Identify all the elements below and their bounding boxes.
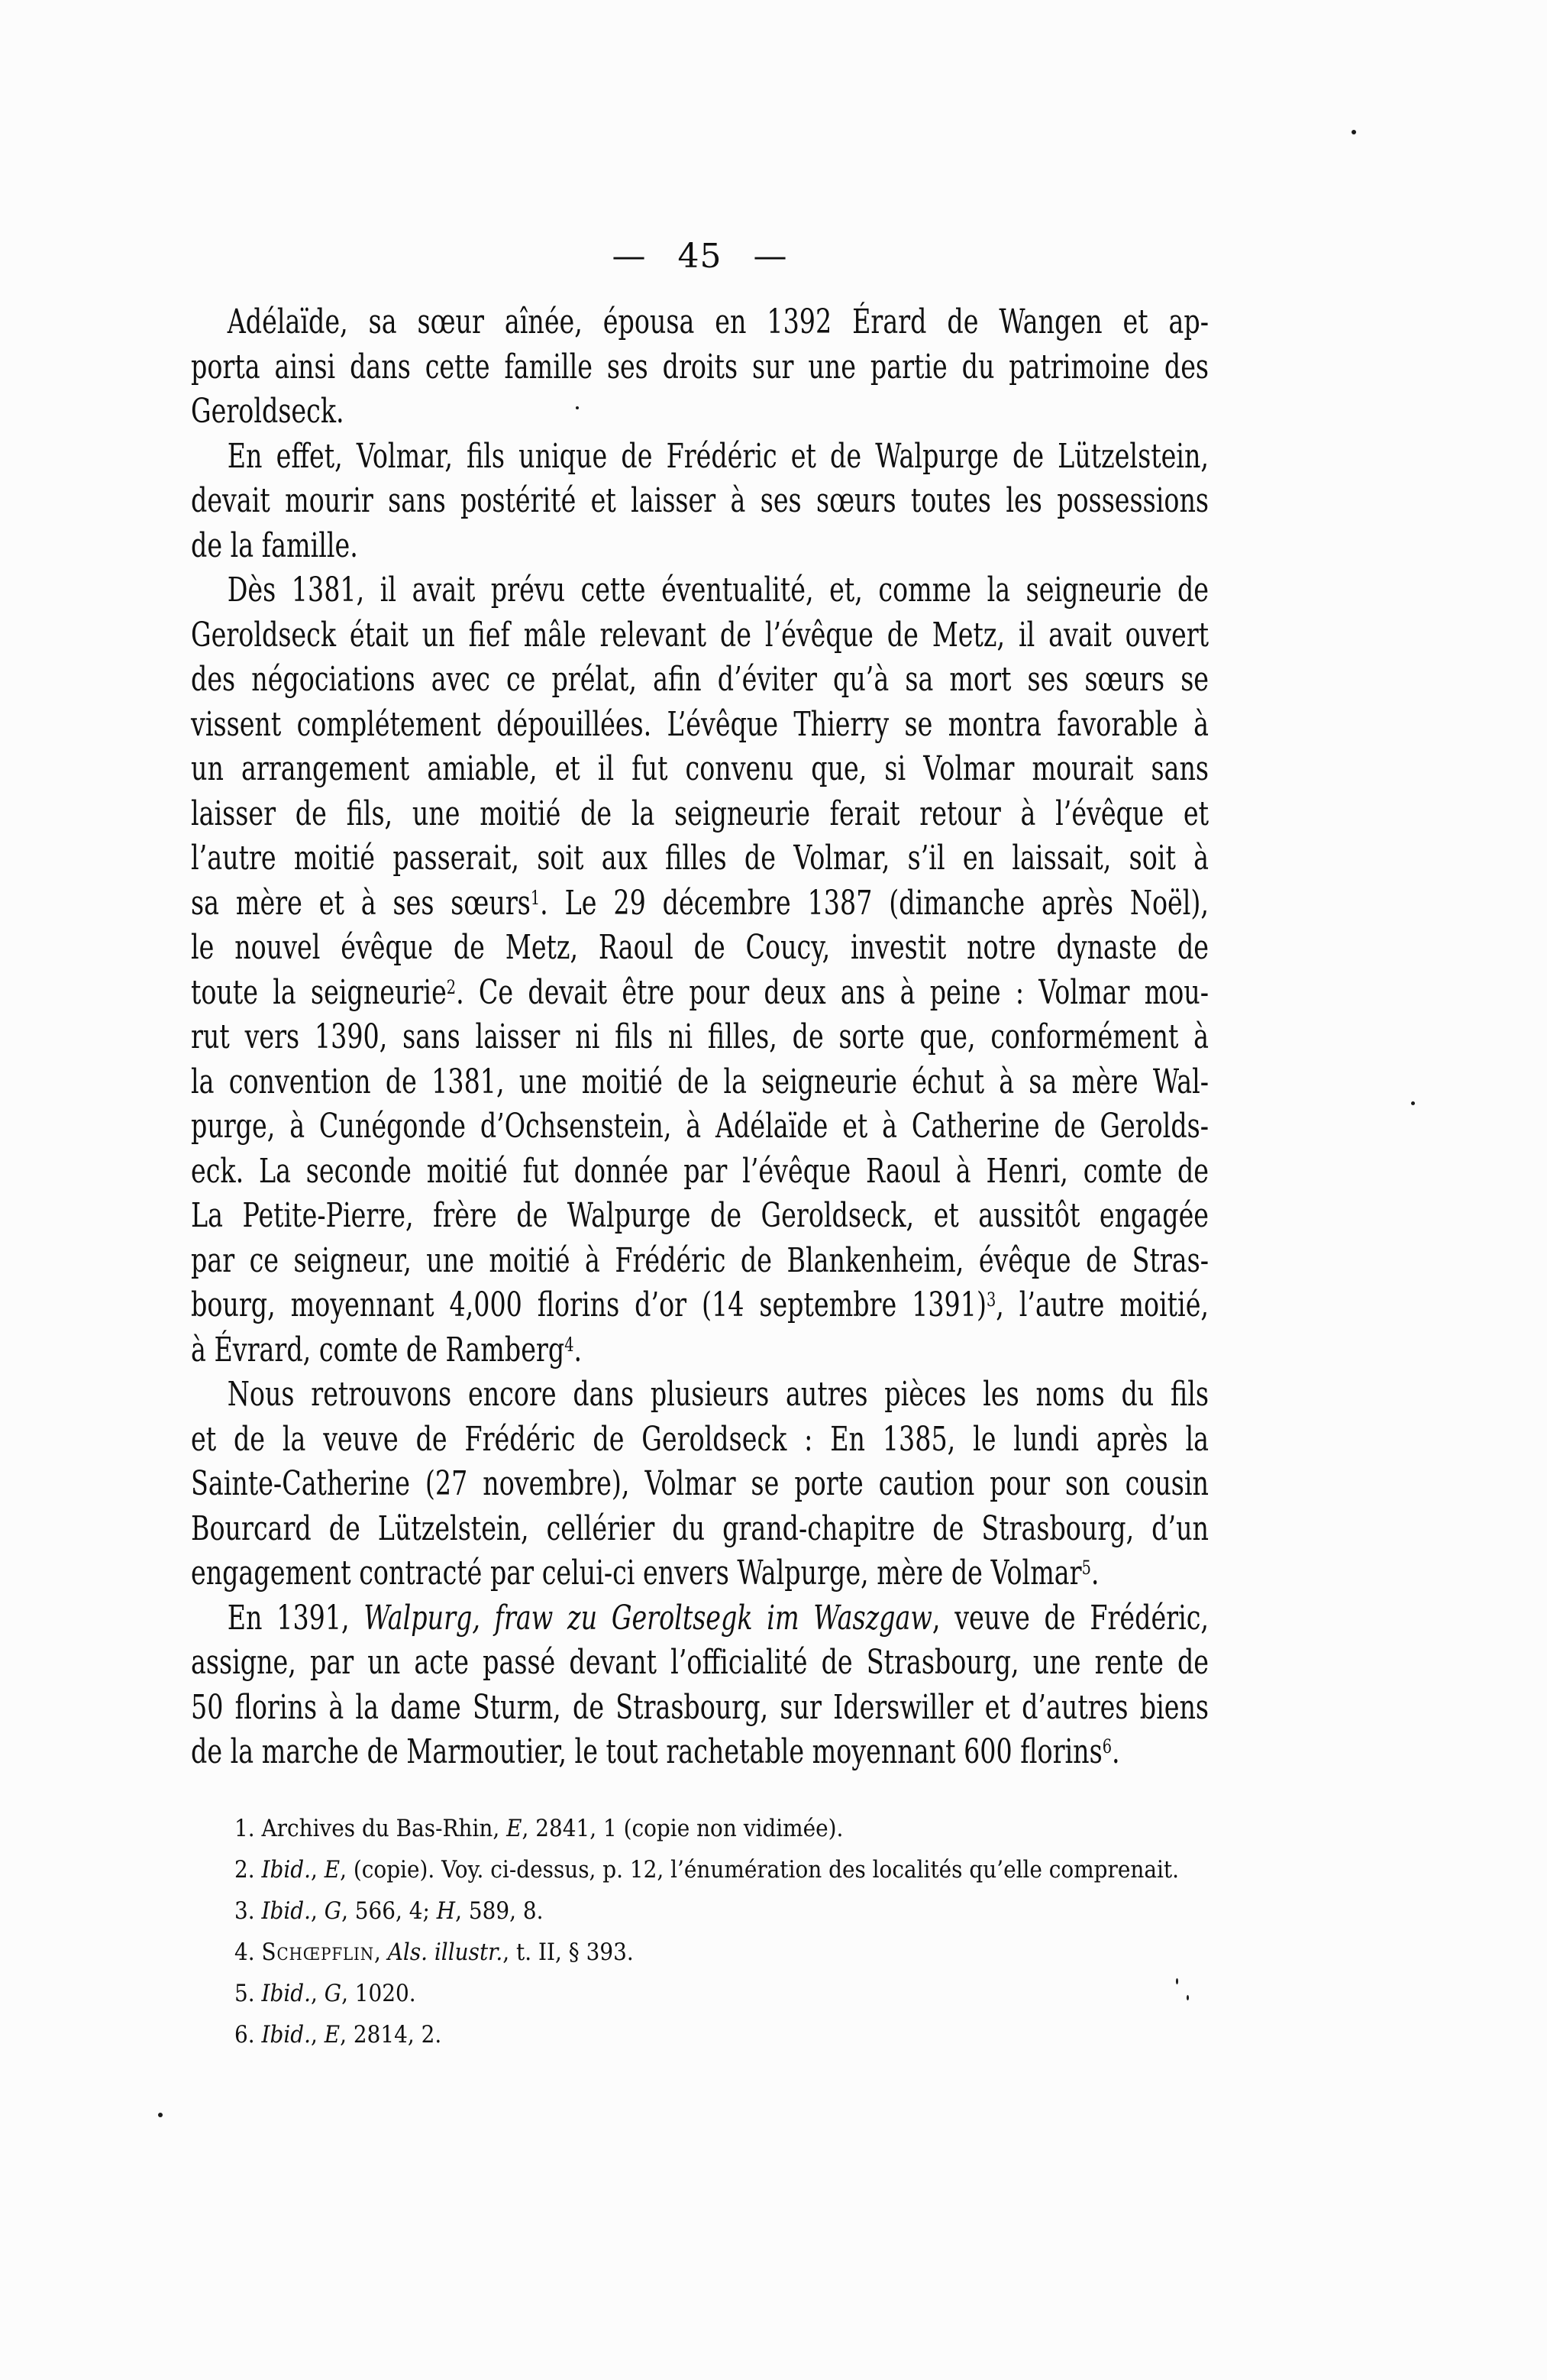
text-segment: des négociations avec ce prélat, afin d’éviter qu’à sa mort ses sœurs se [191,660,1210,699]
text-segment: , [311,1856,325,1884]
text-segment: Geroldseck était un fief mâle relevant de l’évêque de Metz, il avait ouvert [191,615,1210,655]
text-segment: , 2841, 1 (copie non vidimée). [522,1815,844,1842]
body-line [191,1194,1209,1239]
body-line [191,435,1209,480]
text-segment: bourg, moyennant 4,000 florins d’or (14 septembre 1391) [191,1285,987,1324]
text-segment: Als. illustr. [387,1939,503,1966]
text-segment: En effet, Volmar, fils unique de Frédéric et de Walpurge de Lützelstein, [227,436,1210,476]
body-line [191,1462,1209,1507]
text-segment: Ibid. [261,1897,312,1925]
text-segment: E [324,2021,341,2049]
text-segment: , 566, 4; [341,1897,437,1925]
body-line [191,658,1209,703]
text-segment: 2. [234,1856,262,1884]
body-line [191,1239,1209,1284]
text-segment: l’autre moitié passerait, soit aux filles de Volmar, s’il en laissait, soit à [191,839,1210,878]
text-segment: 50 florins à la dame Sturm, de Strasbourg, sur Iderswiller et d’autres biens [191,1687,1210,1727]
text-segment: toute la seigneurie [191,972,447,1012]
page-number: — 45 — [612,237,788,276]
text-segment: Walpurg, fraw zu Geroltsegk im Waszgaw [363,1598,932,1638]
text-segment: eck. La seconde moitié fut donnée par l’évêque Raoul à Henri, comte de [191,1151,1210,1191]
text-segment: . Le 29 décembre 1387 (dimanche après Noël), [540,883,1210,923]
text-segment: Schœpflin [261,1939,375,1966]
body-line [191,881,1209,926]
text-segment: , 589, 8. [455,1897,544,1925]
body-line [191,300,1209,345]
body-line [191,1507,1209,1552]
text-segment: , 1020. [341,1980,416,2007]
text-segment: à Évrard, comte de Ramberg [191,1330,565,1369]
text-segment: engagement contracté par celui-ci envers Walpurge, mère de Volmar [191,1554,1082,1593]
text-segment: Ibid. [261,1980,312,2007]
footnote-reference: 1 [530,886,541,910]
text-segment: , veuve de Frédéric, [932,1598,1210,1638]
text-segment: Bourcard de Lützelstein, cellérier du grand-chapitre de Strasbourg, d’un [191,1509,1210,1548]
body-line [191,1015,1209,1060]
footnote-line [234,2014,1306,2055]
text-segment: La Petite-Pierre, frère de Walpurge de Geroldseck, et aussitôt engagée [191,1196,1210,1235]
body-line [191,345,1209,390]
text-segment: . [573,1330,583,1369]
scan-speck [1352,130,1356,134]
body-line [191,1418,1209,1463]
text-segment: Nous retrouvons encore dans plusieurs autres pièces les noms du fils [227,1375,1210,1414]
text-segment: porta ainsi dans cette famille ses droits sur une partie du patrimoine des [191,347,1210,386]
scan-speck [576,406,579,409]
text-segment: assigne, par un acte passé devant l’officialité de Strasbourg, une rente de [191,1643,1210,1682]
text-segment: Adélaïde, sa sœur aînée, épousa en 1392 Érard de Wangen et ap- [227,302,1210,341]
scan-speck [1411,1101,1415,1105]
footnote-line [234,1849,1306,1890]
text-segment: laisser de fils, une moitié de la seigneurie ferait retour à l’évêque et [191,794,1210,833]
footnote-line [234,1932,1306,1973]
text-segment: Ibid. [261,2021,312,2049]
text-segment: , [311,1980,325,2007]
footnote-line [234,1890,1306,1932]
text-segment: devait mourir sans postérité et laisser à ses sœurs toutes les possessions [191,481,1210,520]
text-segment: 3. [234,1897,262,1925]
text-segment: G [324,1897,342,1925]
text-segment: , [311,1897,325,1925]
text-segment: E [506,1815,522,1842]
text-segment: , [374,1939,388,1966]
scan-speck [1176,1978,1178,1984]
text-segment: rut vers 1390, sans laisser ni fils ni filles, de sorte que, conformément à [191,1017,1210,1056]
footnote-reference: 3 [986,1289,996,1312]
text-segment: 1. Archives du Bas-Rhin, [234,1815,507,1842]
text-segment: 4. [234,1939,262,1966]
text-segment: purge, à Cunégonde d’Ochsenstein, à Adélaïde et à Catherine de Gerolds- [191,1107,1210,1146]
text-segment: , t. II, § 393. [502,1939,634,1966]
footnote-reference: 4 [564,1333,574,1357]
text-segment: . Ce devait être pour deux ans à peine : Volmar mou- [456,972,1210,1012]
body-line [191,524,1209,569]
body-line [191,926,1209,971]
footnote-reference: 6 [1102,1735,1113,1759]
body-line [191,792,1209,837]
text-segment: 5. [234,1980,262,2007]
footnote-line [234,1808,1306,1849]
body-line [191,613,1209,658]
footnote-reference: 2 [446,975,457,999]
body-line [191,971,1209,1016]
body-line [191,1150,1209,1195]
text-segment: En 1391, [227,1598,364,1638]
footnote-line [234,1973,1306,2014]
body-line [191,1551,1209,1596]
text-segment: et de la veuve de Frédéric de Geroldseck : En 1385, le lundi après la [191,1419,1210,1459]
body-line [191,568,1209,613]
text-segment: , (copie). Voy. ci-dessus, p. 12, l’énumération des localités qu’elle comprenait. [340,1856,1180,1884]
body-line [191,1596,1209,1641]
body-line [191,703,1209,748]
text-segment: vissent complétement dépouillées. L’évêque Thierry se montra favorable à [191,704,1210,744]
body-line [191,1686,1209,1731]
footnote-reference: 5 [1081,1557,1091,1580]
text-segment: . [1112,1732,1120,1771]
scan-speck [1187,1995,1189,2000]
text-segment: de la famille. [191,525,358,565]
body-line [191,836,1209,881]
text-segment: 6. [234,2021,262,2049]
text-segment: E [324,1856,341,1884]
body-line [191,1730,1209,1775]
text-segment: , [311,2021,325,2049]
body-line [191,1283,1209,1328]
text-segment: , 2814, 2. [340,2021,442,2049]
text-segment: G [324,1980,342,2007]
text-segment: Ibid. [261,1856,312,1884]
scan-speck [158,2113,163,2117]
body-line [191,747,1209,792]
text-segment: Sainte-Catherine (27 novembre), Volmar se porte caution pour son cousin [191,1464,1210,1503]
text-segment: la convention de 1381, une moitié de la seigneurie échut à sa mère Wal- [191,1062,1210,1101]
body-line [191,479,1209,524]
body-line [191,390,1209,435]
text-segment: , l’autre moitié, [996,1285,1210,1324]
main-text-block [191,300,1209,1775]
footnotes-block [234,1808,1306,2055]
text-segment: . [1090,1554,1100,1593]
body-line [191,1104,1209,1150]
text-segment: sa mère et à ses sœurs [191,883,531,923]
body-line [191,1641,1209,1686]
text-segment: de la marche de Marmoutier, le tout rachetable moyennant 600 florins [191,1732,1103,1771]
body-line [191,1373,1209,1418]
text-segment: Geroldseck. [191,392,344,431]
body-line [191,1328,1209,1373]
body-line [191,1060,1209,1105]
text-segment: le nouvel évêque de Metz, Raoul de Coucy, investit notre dynaste de [191,928,1210,967]
text-segment: Dès 1381, il avait prévu cette éventualité, et, comme la seigneurie de [227,571,1210,610]
text-segment: H [436,1897,456,1925]
text-segment: par ce seigneur, une moitié à Frédéric de Blankenheim, évêque de Stras- [191,1240,1210,1280]
text-segment: un arrangement amiable, et il fut convenu que, si Volmar mourait sans [191,749,1210,788]
